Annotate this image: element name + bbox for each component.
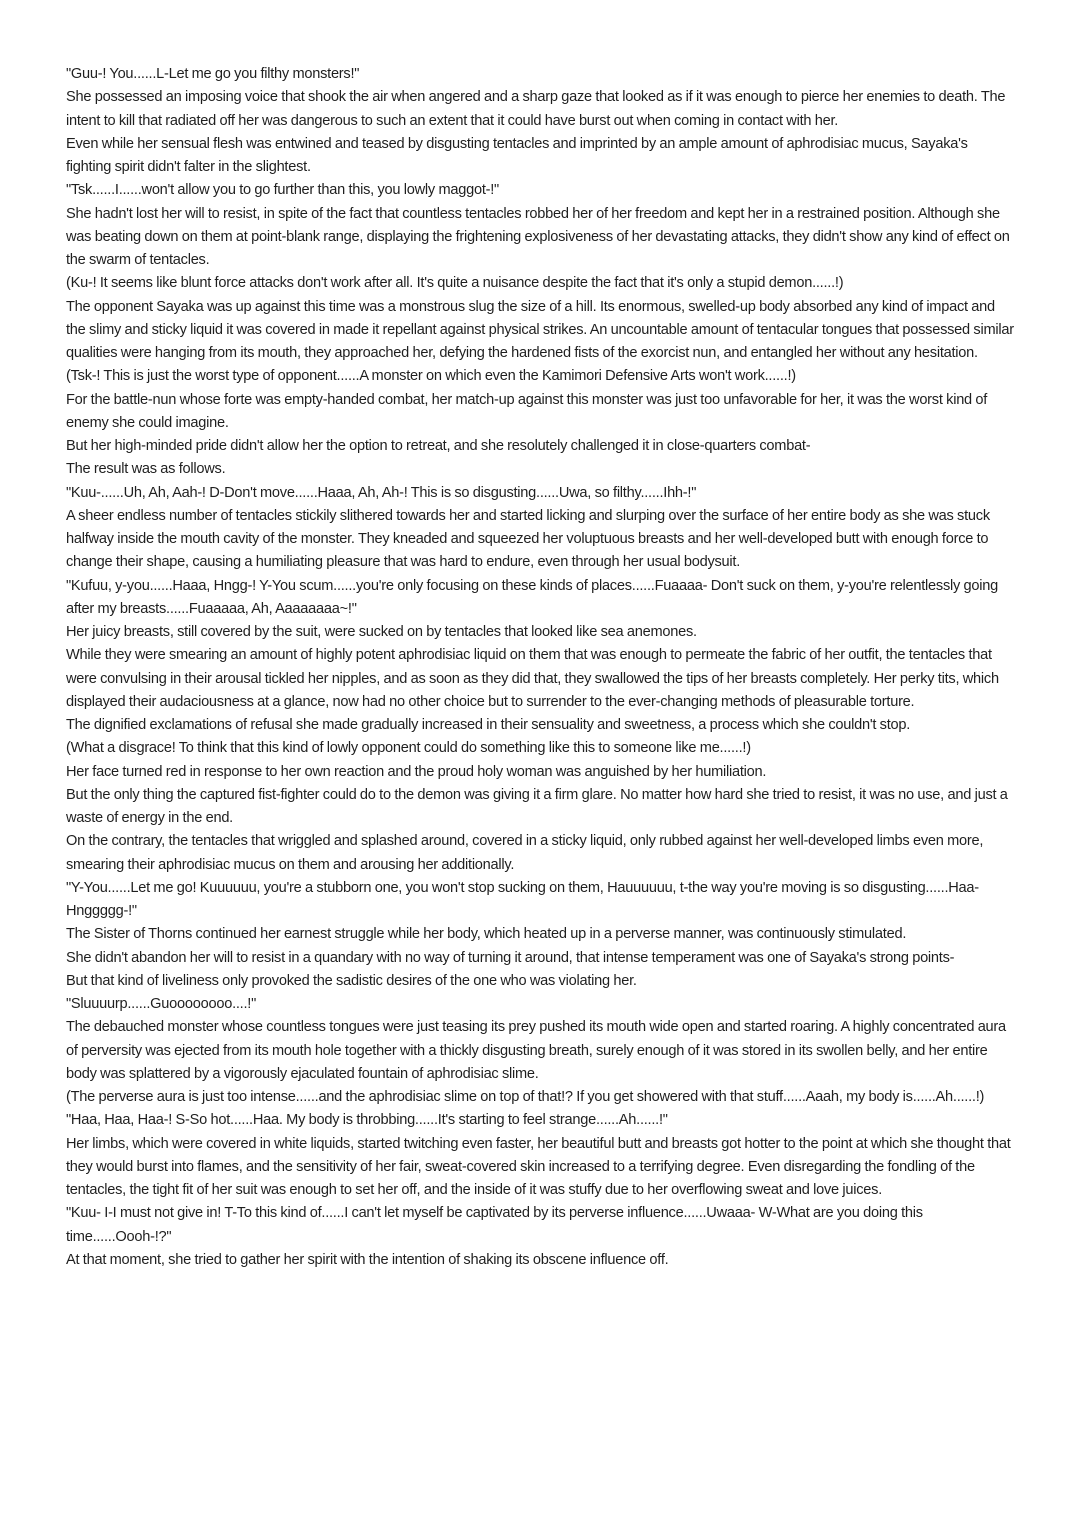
paragraph: A sheer endless number of tentacles stickily slithered towards her and started licking and slurping over the surface of her entire body as she was stuck halfway inside the mouth cavity of the monster. They kneaded and squeezed her voluptuous breasts and her well-developed butt with enough force to change their shape, causing a humiliating pleasure that was hard to endure, even through her usual bodysuit.: [66, 507, 990, 571]
paragraph: The debauched monster whose countless tongues were just teasing its prey pushed its mouth wide open and started roaring. A highly concentrated aura of perversity was ejected from its mouth hole together with a thickly disgusting breath, surely enough of it was stored in its swollen belly, and her entire body was splattered by a vigorously ejaculated fountain of aphrodisiac slime.: [66, 1019, 1006, 1082]
paragraph: Even while her sensual flesh was entwined and teased by disgusting tentacles and imprinted by an ample amount of aphrodisiac mucus, Sayaka's fighting spirit didn't falter in the slightest.: [66, 135, 968, 175]
paragraph: "Haa, Haa, Haa-! S-So hot......Haa. My body is throbbing......It's starting to feel strange......Ah......!": [66, 1112, 668, 1129]
paragraph: (The perverse aura is just too intense......and the aphrodisiac slime on top of that!? If you get showered with that stuff......Aaah, my body is......Ah......!): [66, 1089, 985, 1105]
paragraph: But the only thing the captured fist-fighter could do to the demon was giving it a firm glare. No matter how hard she tried to resist, it was no use, and just a waste of energy in the end.: [66, 786, 1008, 826]
paragraph: The opponent Sayaka was up against this time was a monstrous slug the size of a hill. Its enormous, swelled-up body absorbed any kind of impact and the slimy and sticky liquid it was covered in made it repellant against physical strikes. An uncountable amount of tentacular tongues that possessed similar qualities were hanging from its mouth, they approached her, defying the hardened fists of the exorcist nun, and entangled her without any hesitation.: [66, 298, 1014, 361]
paragraph: While they were smearing an amount of highly potent aphrodisiac liquid on them that was enough to permeate the fabric of her outfit, the tentacles that were convulsing in their arousal tickled her nipples, and as soon as they did that, they swallowed the tips of her breasts completely. Her perky tits, which displayed their audaciousness at a glance, now had no other choice but to surrender to the ever-changing methods of pleasurable torture.: [66, 647, 999, 710]
paragraph: Her limbs, which were covered in white liquids, started twitching even faster, her beautiful butt and breasts got hotter to the point at which she thought that they would burst into flames, and the sensitivity of her fair, sweat-covered skin increased to a terrifying degree. Even disregarding the fondling of the tentacles, the tight fit of her suit was enough to set her off, and the inside of it was stuffy due to her overflowing sweat and love juices.: [66, 1135, 1011, 1198]
paragraph: "Kufuu, y-you......Haaa, Hngg-! Y-You scum......you're only focusing on these kinds of places......Fuaaaa- Don't suck on them, y-you're relentlessly going after my breasts......Fuaaaaa, Ah, Aaaaaaaa~!": [66, 577, 998, 617]
paragraph: "Y-You......Let me go! Kuuuuuu, you're a stubborn one, you won't stop sucking on them, Hauuuuuu, t-the way you're moving is so disgusting......Haa- Hnggggg-!": [66, 879, 979, 919]
paragraph: Her face turned red in response to her own reaction and the proud holy woman was anguished by her humiliation.: [66, 763, 767, 780]
paragraph: The dignified exclamations of refusal she made gradually increased in their sensuality and sweetness, a process which she couldn't stop.: [66, 717, 911, 733]
paragraph: But that kind of liveliness only provoked the sadistic desires of the one who was violating her.: [66, 972, 637, 989]
paragraph: She didn't abandon her will to resist in a quandary with no way of turning it around, that intense temperament was one of Sayaka's strong points-: [66, 949, 955, 966]
paragraph: For the battle-nun whose forte was empty-handed combat, her match-up against this monster was just too unfavorable for her, it was the worst kind of enemy she could imagine.: [66, 391, 988, 431]
paragraph: The Sister of Thorns continued her earnest struggle while her body, which heated up in a perverse manner, was continuously stimulated.: [66, 926, 907, 943]
paragraph: "Guu-! You......L-Let me go you filthy monsters!": [66, 66, 360, 82]
paragraph: But her high-minded pride didn't allow her the option to retreat, and she resolutely challenged it in close-quarters combat-: [66, 438, 811, 454]
paragraph: On the contrary, the tentacles that wriggled and splashed around, covered in a sticky liquid, only rubbed against her well-developed limbs even more, smearing their aphrodisiac mucus on them and arousing her additionally.: [66, 833, 984, 873]
paragraph: "Sluuuurp......Guoooooooo....!": [66, 996, 257, 1012]
text-content: [66, 63, 1016, 1272]
document-page: [66, 63, 1016, 1272]
paragraph: "Kuu-......Uh, Ah, Aah-! D-Don't move......Haaa, Ah, Ah-! This is so disgusting......Uwa, so filthy......Ihh-!": [66, 484, 697, 501]
paragraph: The result was as follows.: [66, 461, 226, 478]
paragraph: She hadn't lost her will to resist, in spite of the fact that countless tentacles robbed her of her freedom and kept her in a restrained position. Although she was beating down on them at point-blank range, displaying the frightening explosiveness of her devastating attacks, they didn't show any kind of effect on the swarm of tentacles.: [66, 205, 1010, 268]
paragraph: "Tsk......I......won't allow you to go further than this, you lowly maggot-!": [66, 182, 499, 199]
paragraph: (Ku-! It seems like blunt force attacks don't work after all. It's quite a nuisance despite the fact that it's only a stupid demon......!): [66, 275, 844, 292]
paragraph: (What a disgrace! To think that this kind of lowly opponent could do something like this to someone like me......!): [66, 740, 751, 757]
paragraph: Her juicy breasts, still covered by the suit, were sucked on by tentacles that looked like sea anemones.: [66, 624, 697, 640]
paragraph: At that moment, she tried to gather her spirit with the intention of shaking its obscene influence off.: [66, 1251, 669, 1268]
paragraph: She possessed an imposing voice that shook the air when angered and a sharp gaze that looked as if it was enough to pierce her enemies to death. The intent to kill that radiated off her was dangerous to such an extent that it could have burst out when coming in contact with her.: [66, 89, 1006, 129]
paragraph: "Kuu- I-I must not give in! T-To this kind of......I can't let myself be captivated by its perverse influence......Uwaaa- W-What are you doing this time......Oooh-!?": [66, 1205, 923, 1245]
paragraph: (Tsk-! This is just the worst type of opponent......A monster on which even the Kamimori Defensive Arts won't work......!): [66, 368, 796, 385]
